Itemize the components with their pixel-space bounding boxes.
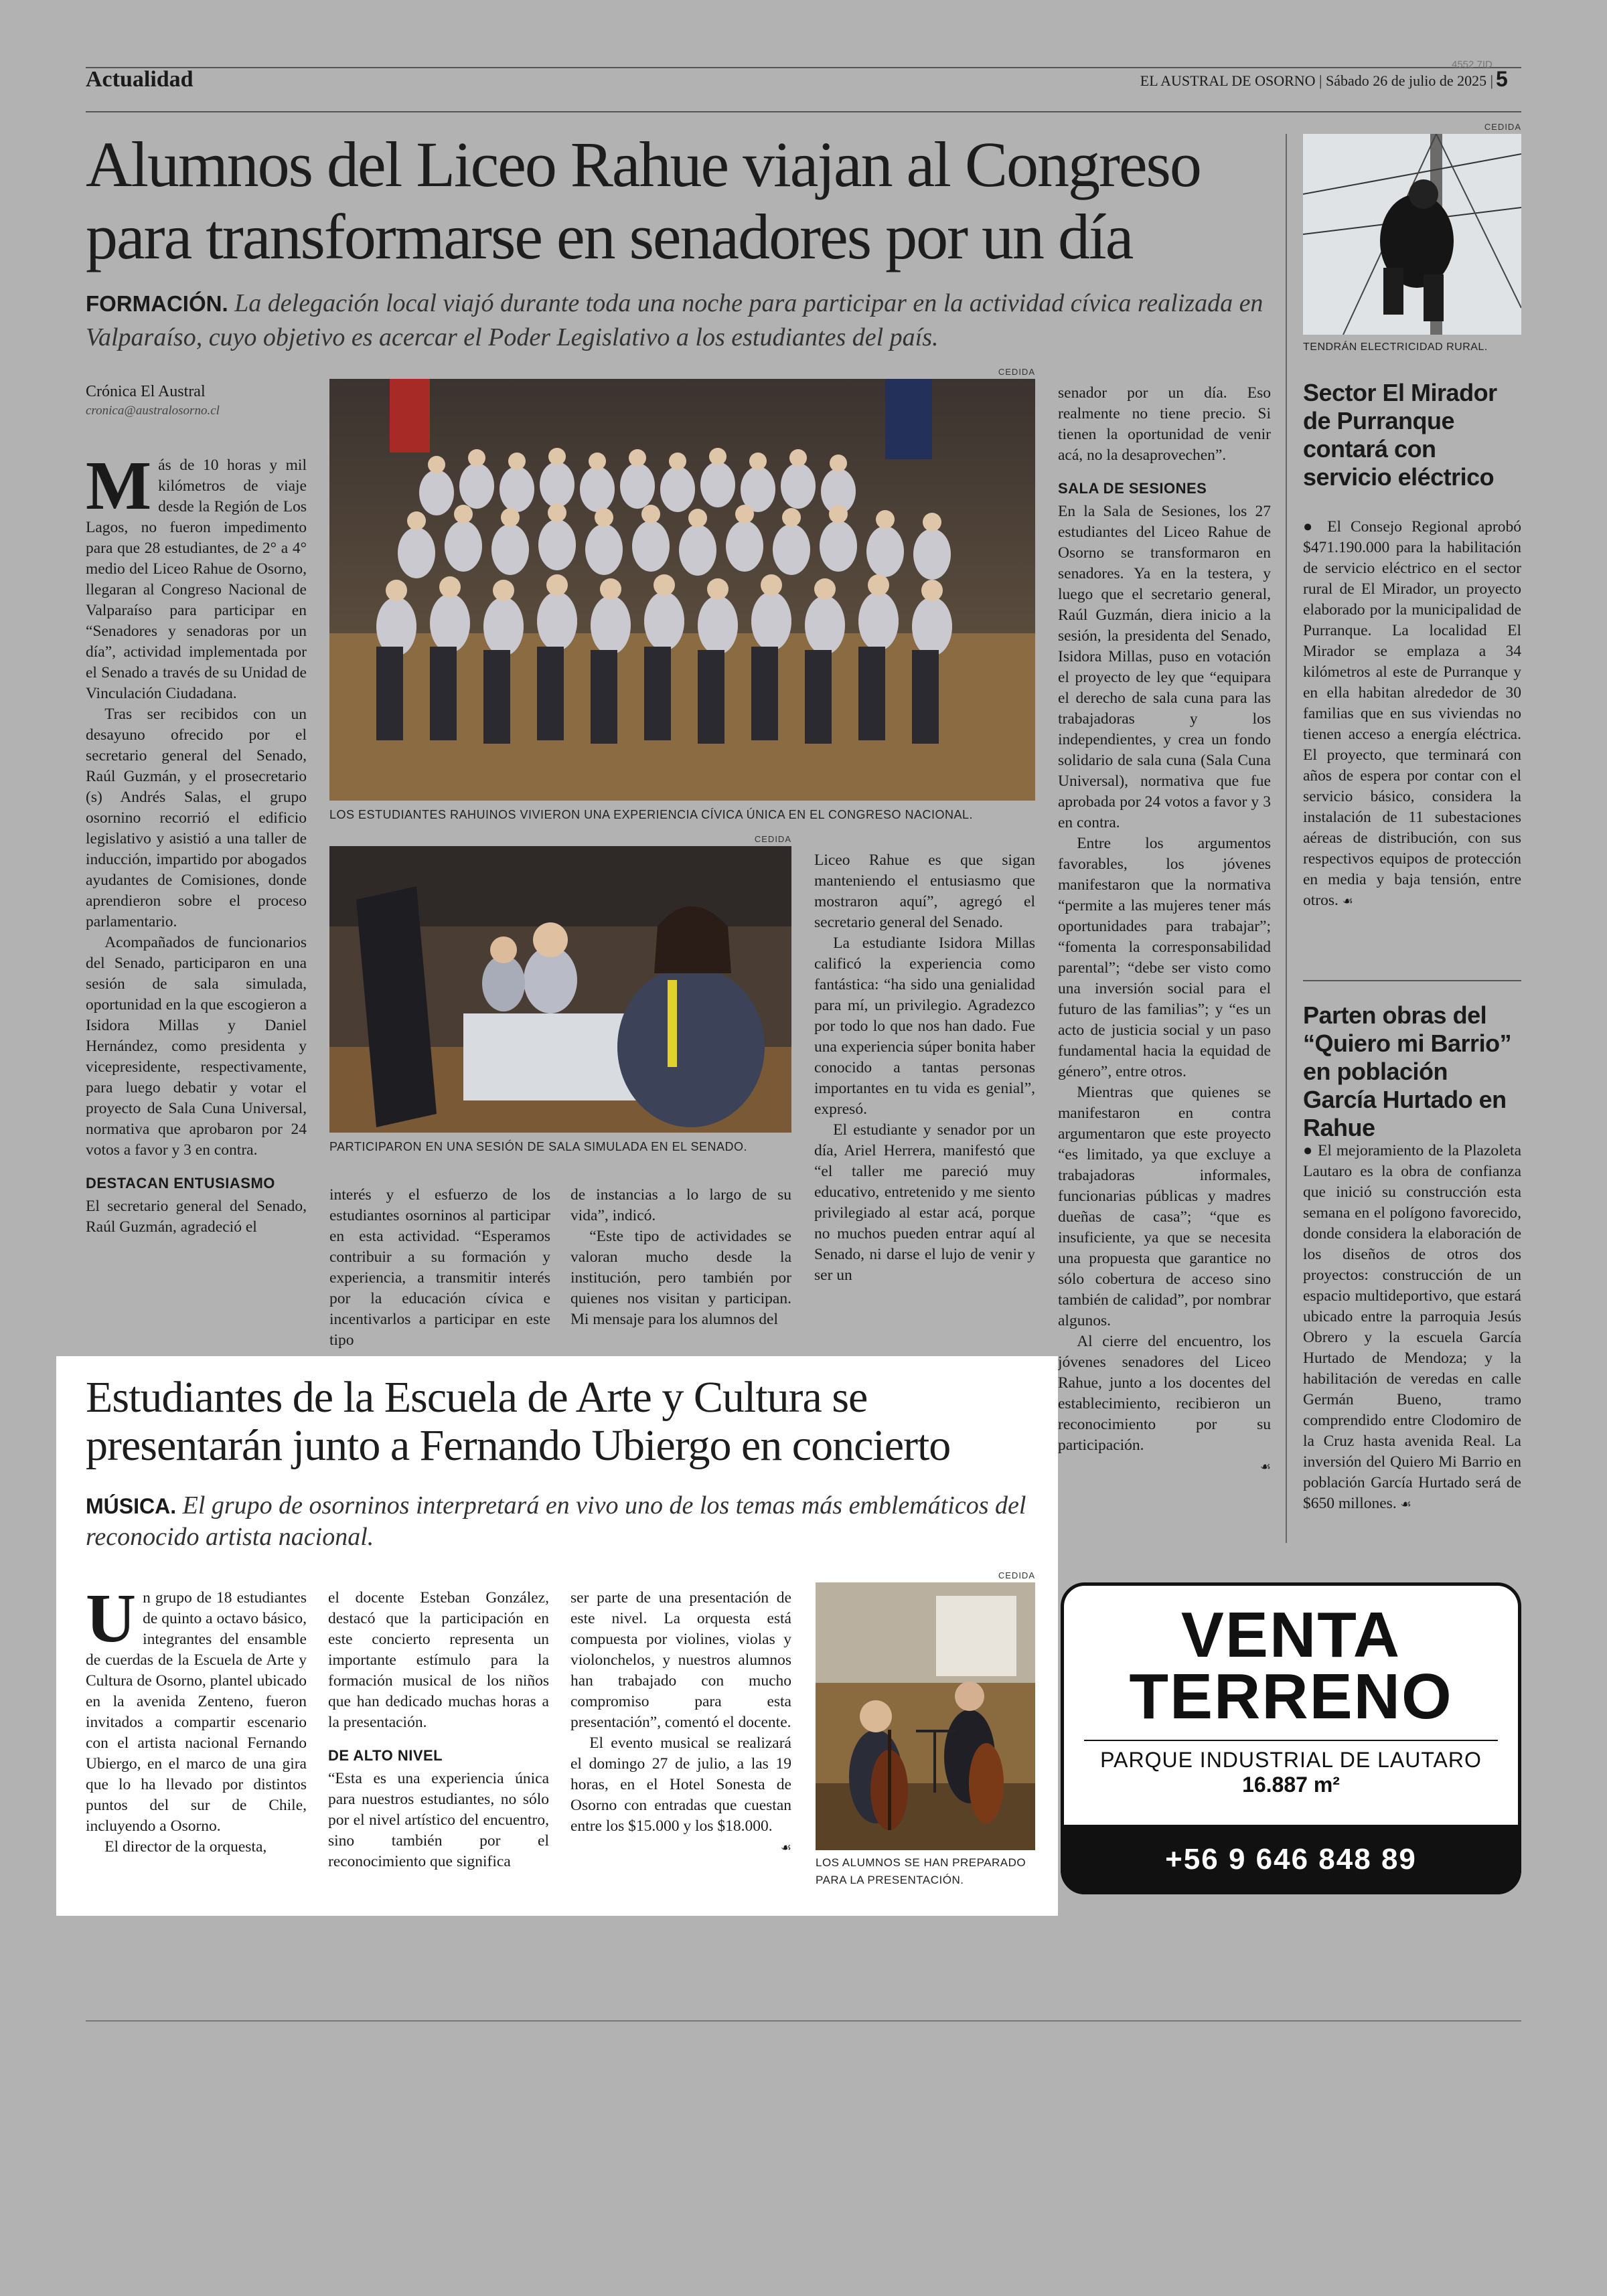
sidebar-story1-body: ● El Consejo Regional aprobó $471.190.000 para la habilitación de servicio eléctrico en el sector rural de El Mirador, un proyecto elaborado por la municipalidad de Purranque. La localidad El Mirador se emplaza a 34 kilómetros al este de Purranque y en ella habitan alrededor de 30 familias que en sus viviendas no tienen acceso a energía eléctrica. El proyecto, que terminará con años de espera por contar con el servicio básico, considera la instalación de 11 subestaciones aéreas de distribución, con sus respectivos equipos de protección en media y baja tensión, entre otros. ☙ bbox=[1303, 518, 1521, 909]
end-mark-icon: ☙ bbox=[1400, 1497, 1411, 1511]
music-column-1: Un grupo de 18 estudiantes de quinto a octavo básico, integrantes del ensamble de cuerdas de la Escuela de Arte y Cultura de Osorno, plantel ubicado en la avenida Zenteno, fueron invitados a compartir escenario con el artista nacional Fernando Ubiergo, en el marco de una gira que lo ha llevado por distintos puntos del sur de Chile, incluyendo a Osorno. El director de la orquesta, bbox=[86, 1580, 307, 1856]
music-photo-students bbox=[816, 1582, 1035, 1850]
ad-subtitle: PARQUE INDUSTRIAL DE LAUTARO bbox=[1100, 1748, 1482, 1772]
main-column-1: Más de 10 horas y mil kilómetros de viaje desde la Región de Los Lagos, no fueron impedimento para que 28 estudiantes, de 2° a 4° medio del Liceo Rahue de Osorno, llegaran al Congreso Nacional de Valparaíso para participar en “Senadores y senadoras por un día”, actividad implementada por el Senado a través de su Unidad de Vinculación Ciudadana. Tras ser recibidos con un desayuno ofrecido por el secretario general del Senado, Raúl Guzmán, y el prosecretario (s) Andrés Salas, el grupo osornino recorrió el edificio legislativo y asistió a una taller de inducción, impartido por abogados ayudantes de Comisiones, donde aprendieron sobre el proceso parlamentario. Acompañados de funcionarios del Senado, participaron en una sesión de sala simulada, oportunidad en la que escogieron a Isidora Millas y Daniel Hernández, como presidenta y vicepresidente, respectivamente, para luego debatir y votar el proyecto de Sala Cuna Universal, normativa que aprobaron por 24 votos a favor y 3 en contra. DESTACAN ENTUSIASMO El secretario general del Senado, Raúl Guzmán, agradeció el bbox=[86, 447, 307, 1236]
sidebar-story2-title: Parten obras del “Quiero mi Barrio” en población García Hurtado en Rahue bbox=[1303, 1001, 1512, 1141]
sidebar-separator bbox=[1286, 134, 1287, 1543]
folio: EL AUSTRAL DE OSORNO | Sábado 26 de julio de 2025 | bbox=[1140, 72, 1493, 89]
photo-session-illustration bbox=[329, 846, 791, 1133]
music-kicker: MÚSICA. bbox=[86, 1494, 177, 1518]
byline-block bbox=[86, 383, 307, 418]
end-mark-icon: ☙ bbox=[1342, 894, 1353, 908]
sidebar-story2-body: ● El mejoramiento de la Plazoleta Lautaro es la obra de confianza que inició su construcción esta semana en el polígono favorecido, donde considera la elaboración de los diseños de otros dos proyectos: construcción de un espacio multideportivo, que estará ubicado entre la parroquia Jesús Obrero y la escuela García Hurtado de Mendoza; y la habilitación de veredas en calle Germán Bueno, tramo comprendido entre Clodomiro de la Cruz hasta avenida Real. La inversión del Quiero Mi Barrio en población García Hurtado será de $650 millones. ☙ bbox=[1303, 1142, 1521, 1512]
end-mark-icon: ☙ bbox=[780, 1841, 791, 1855]
byline: Crónica El Austral bbox=[86, 383, 206, 400]
ad-phone: +56 9 646 848 89 bbox=[1061, 1825, 1521, 1894]
photo-congress-group bbox=[329, 379, 1035, 801]
sidebar-story1-title: Sector El Mirador de Purranque contará con servicio eléctrico bbox=[1303, 379, 1497, 491]
issue-date: Sábado 26 de julio de 2025 bbox=[1325, 72, 1487, 89]
sidebar-divider bbox=[1303, 980, 1521, 981]
dropcap: M bbox=[86, 447, 152, 524]
ad-title-line2: TERRENO bbox=[1129, 1661, 1453, 1732]
subhead-alto-nivel: DE ALTO NIVEL bbox=[328, 1747, 443, 1764]
main-headline: Alumnos del Liceo Rahue viajan al Congreso para transformarse en senadores por un día bbox=[86, 129, 1201, 272]
music-column-3: ser parte de una presentación de este nivel. La orquesta está compuesta por violines, violas y violonchelos, y nuestros alumnos han trabajado con mucho compromiso para esta presentación”, comentó el docente. El evento musical se realizará el domingo 27 de julio, a las 19 horas, en el Hotel Sonesta de Osorno con entradas que cuestan entre los $15.000 y los $18.000. ☙ bbox=[570, 1589, 791, 1855]
page-number: 5 bbox=[1496, 67, 1508, 91]
sidebar-photo-lineman bbox=[1303, 134, 1521, 335]
end-mark-icon: ☙ bbox=[1259, 1460, 1271, 1474]
ad-venta-terreno bbox=[1061, 1582, 1521, 1894]
photo2-credit: CEDIDA bbox=[754, 834, 791, 844]
photo1-credit: CEDIDA bbox=[998, 367, 1035, 377]
photo-senate-session bbox=[329, 846, 791, 1133]
bottom-rule bbox=[86, 2020, 1521, 2022]
lineman-illustration bbox=[1303, 134, 1521, 335]
main-column-3: de instancias a lo largo de su vida”, indicó. “Este tipo de actividades se valoran mucho desde la institución, pero también por quienes nos visitan y participan. Mi mensaje para los alumnos del bbox=[570, 1186, 791, 1328]
dropcap: U bbox=[86, 1580, 137, 1657]
music-photo-credit: CEDIDA bbox=[998, 1570, 1035, 1580]
header-rule bbox=[86, 111, 1521, 112]
main-kicker: FORMACIÓN. bbox=[86, 291, 228, 316]
main-column-4: Liceo Rahue es que sigan manteniendo el entusiasmo que mostraron aquí”, agregó el secretario general del Senado. La estudiante Isidora Millas calificó la experiencia como fantástica: “ha sido una genialidad para mí, un privilegio. Agradezco por todo lo que nos han dado. Fue una experiencia súper bonita haber conocido a tantas personas importantes en tu vida es genial”, expresó. El estudiante y senador por un día, Ariel Herrera, manifestó que “el taller me pareció muy educativo, entretenido y me siento privilegiado al estar acá, porque no muchos pueden entrar aquí al Senado, ni darse el lujo de venir y ser un bbox=[814, 851, 1035, 1284]
ad-rule bbox=[1084, 1740, 1498, 1741]
main-column-5: senador por un día. Eso realmente no tiene precio. Si tienen la oportunidad de venir acá, no la desaprovechen”. SALA DE SESIONES En la Sala de Sesiones, los 27 estudiantes del Liceo Rahue de Osorno se transformaron en senadores. Ya en la testera, y luego que el secretario general, Raúl Guzmán, diera inicio a la sesión, la presidenta del Senado, Isidora Millas, puso en votación el proyecto de ley que “equipara el derecho de sala cuna para las trabajadoras y los independientes, y crea un fondo solidario de sala cuna (Sala Cuna Universal), normativa que fue aprobada por 24 votos a favor y 3 en contra. Entre los argumentos favorables, los jóvenes manifestaron que la normativa “permite a las mujeres tener más oportunidades para trabajar”; “fomenta la corresponsabilidad parental”; “debe ser visto como una inversión social para el futuro de las familias”; y “es un acto de justicia social y un paso fundamental hacia la equidad de género”, entre otros. Mientras que quienes se manifestaron en contra argumentaron que este proyecto “es limitado, ya que excluye a trabajadoras informales, funcionarias públicas y madres dueñas de casa”; “que es insuficiente, ya que se necesita una propuesta que garantice no sólo cobertura de acceso sino también de calidad”, por nombrar algunos. Al cierre del encuentro, los jóvenes senadores del Liceo Rahue, junto a los docentes del establecimiento, recibieron un reconocimiento por su participación. ☙ bbox=[1058, 384, 1271, 1474]
main-lead: FORMACIÓN. La delegación local viajó durante toda una noche para participar en la actividad cívica realizada en Valparaíso, cuyo objetivo es acercar el Poder Legislativo a los estudiantes del país. bbox=[86, 289, 1264, 351]
sidebar-photo-credit: CEDIDA bbox=[1484, 122, 1521, 132]
top-rule bbox=[86, 67, 1521, 68]
photo2-caption: PARTICIPARON EN UNA SESIÓN DE SALA SIMULADA EN EL SENADO. bbox=[329, 1140, 748, 1153]
section-label: Actualidad bbox=[86, 67, 194, 92]
music-photo-caption: LOS ALUMNOS SE HAN PREPARADO PARA LA PRESENTACIÓN. bbox=[816, 1856, 1026, 1886]
ad-title-line1: VENTA bbox=[1180, 1599, 1401, 1671]
photo1-caption: LOS ESTUDIANTES RAHUINOS VIVIERON UNA EXPERIENCIA CÍVICA ÚNICA EN EL CONGRESO NACIONAL. bbox=[329, 808, 974, 821]
sidebar-photo-caption: TENDRÁN ELECTRICIDAD RURAL. bbox=[1303, 341, 1488, 353]
main-column-2: interés y el esfuerzo de los estudiantes osorninos al participar en esta actividad. “Esperamos contribuir a su formación y experiencia, a transmitir interés por la educación cívica e incentivarlos a participar en este tipo bbox=[329, 1186, 550, 1349]
page-code: 4552 7ID bbox=[1452, 59, 1493, 70]
subhead-sala: SALA DE SESIONES bbox=[1058, 480, 1207, 497]
students-cello-illustration bbox=[816, 1582, 1035, 1850]
photo-congress-illustration bbox=[329, 379, 1035, 801]
subhead-destacan: DESTACAN ENTUSIASMO bbox=[86, 1175, 275, 1192]
paper-name: EL AUSTRAL DE OSORNO bbox=[1140, 72, 1316, 89]
ad-area: 16.887 m² bbox=[1242, 1773, 1340, 1797]
music-lead: MÚSICA. El grupo de osorninos interpretará en vivo uno de los temas más emblemáticos del reconocido artista nacional. bbox=[86, 1491, 1026, 1551]
byline-email: cronica@australosorno.cl bbox=[86, 404, 220, 418]
music-column-2: el docente Esteban González, destacó que la participación en este concierto representa un importante estímulo para la formación musical de los niños que han dedicado muchas horas a la presentación. DE ALTO NIVEL “Esta es una experiencia única para nuestros estudiantes, no sólo por el nivel artístico del encuentro, sino también por el reconocimiento que significa bbox=[328, 1589, 549, 1870]
music-headline: Estudiantes de la Escuela de Arte y Cultura se presentarán junto a Fernando Ubiergo en concierto bbox=[86, 1373, 951, 1470]
